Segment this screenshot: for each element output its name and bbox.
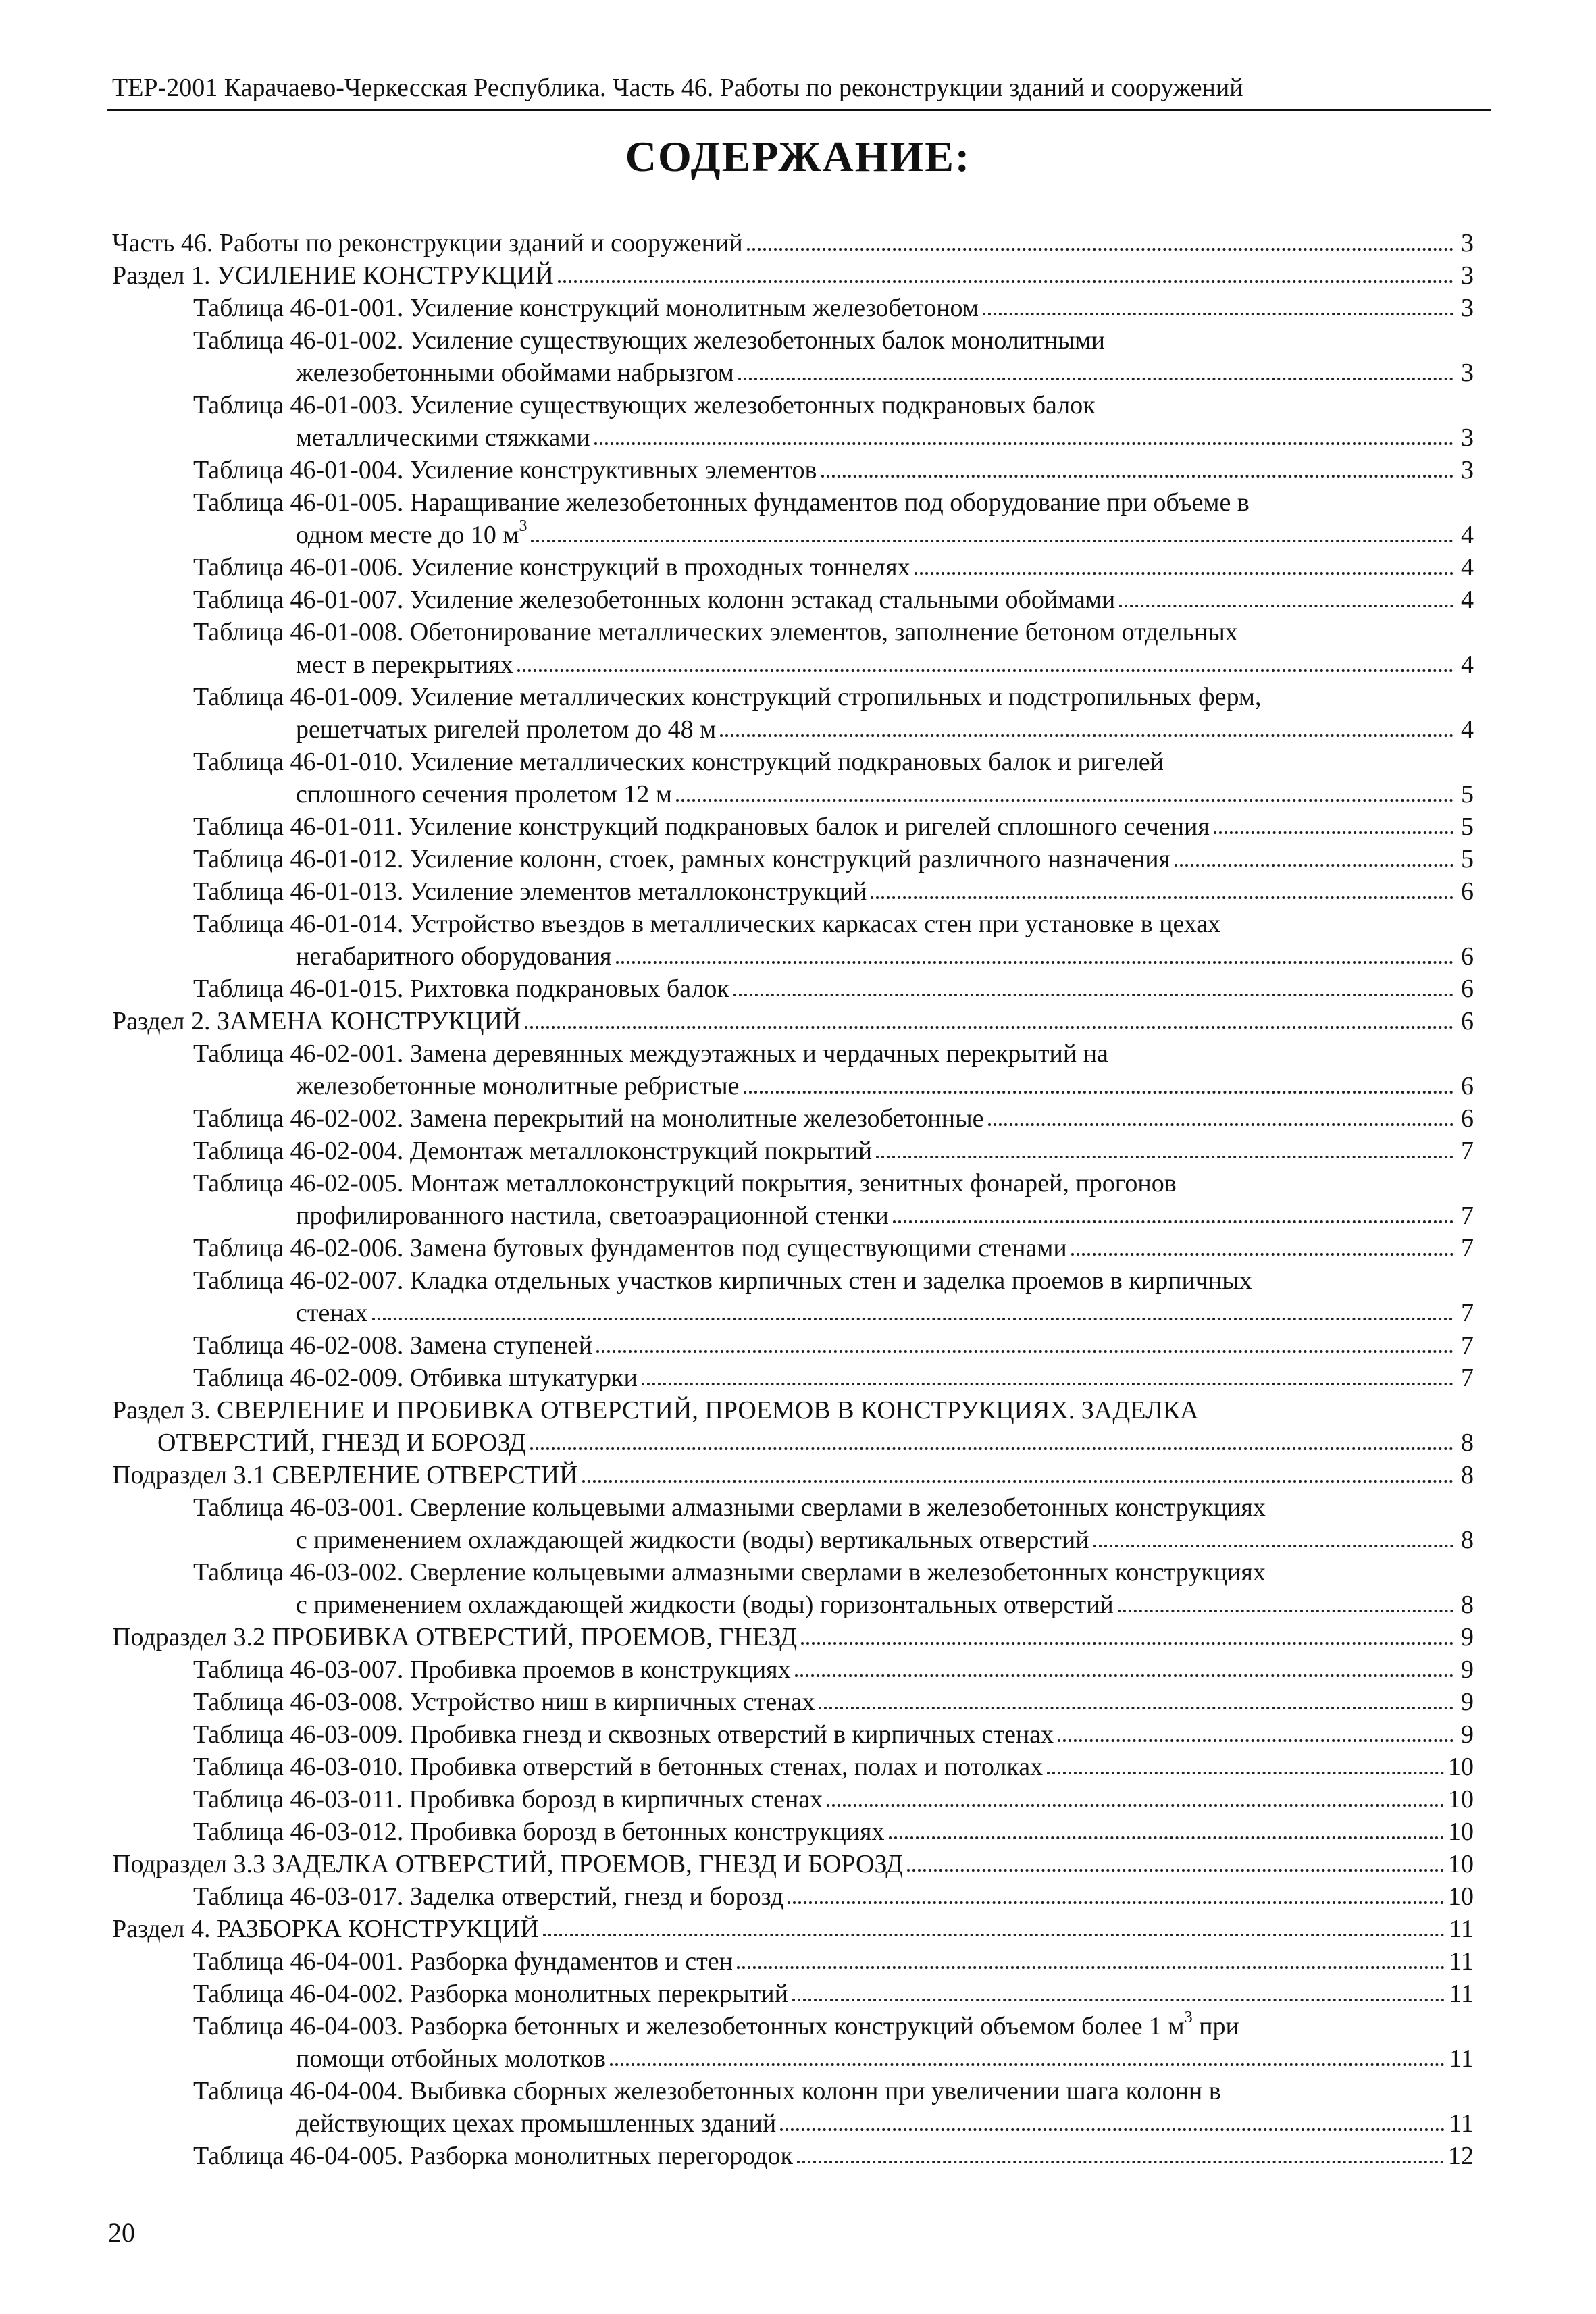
toc-entry bbox=[0, 1524, 1596, 1556]
toc-entry bbox=[0, 681, 1596, 713]
toc-entry bbox=[0, 713, 1596, 746]
dot-leader bbox=[1118, 1610, 1453, 1612]
toc-entry bbox=[0, 1362, 1596, 1394]
toc-entry bbox=[0, 389, 1596, 421]
toc-leader bbox=[592, 1329, 1474, 1362]
toc-page-number: 4 bbox=[1461, 553, 1474, 582]
toc-page-number: 3 bbox=[1461, 456, 1474, 484]
toc-entry bbox=[0, 1686, 1596, 1718]
toc-page-number: 12 bbox=[1448, 2142, 1474, 2170]
toc-page-number: 6 bbox=[1461, 975, 1474, 1003]
dot-leader bbox=[819, 1707, 1453, 1709]
toc-entry bbox=[0, 908, 1596, 940]
toc-leader bbox=[872, 1135, 1474, 1167]
dot-leader bbox=[871, 896, 1453, 899]
toc-leader bbox=[885, 1816, 1474, 1848]
dot-leader bbox=[797, 2161, 1444, 2163]
dot-leader bbox=[642, 1383, 1453, 1385]
running-header: ТЕР-2001 Карачаево-Черкесская Республика. Часть 46. Работы по реконструкции зданий и сооружений bbox=[112, 74, 1243, 102]
dot-leader bbox=[915, 572, 1453, 575]
toc-entry-text: Таблица 46-03-008. Устройство ниш в кирпичных стенах bbox=[193, 1688, 815, 1716]
toc-leader bbox=[1067, 1232, 1474, 1264]
toc-page-number: 9 bbox=[1461, 1688, 1474, 1716]
toc-page-number: 11 bbox=[1449, 1947, 1474, 1976]
toc-leader bbox=[1089, 1524, 1474, 1556]
toc-leader bbox=[729, 973, 1474, 1005]
dot-leader bbox=[543, 1934, 1445, 1936]
toc-page-number: 8 bbox=[1461, 1526, 1474, 1554]
toc-entry-text: с применением охлаждающей жидкости (воды) горизонтальных отверстий bbox=[296, 1591, 1114, 1619]
toc-leader bbox=[743, 227, 1474, 259]
toc-page-number: 6 bbox=[1461, 1007, 1474, 1035]
dot-leader bbox=[594, 442, 1453, 445]
toc-entry-text: Таблица 46-01-007. Усиление железобетонных колонн эстакад стальными обоймами bbox=[193, 586, 1116, 614]
toc-entry bbox=[0, 292, 1596, 324]
dot-leader bbox=[744, 1091, 1453, 1094]
toc-entry-text: Таблица 46-01-003. Усиление существующих железобетонных подкрановых балок bbox=[193, 391, 1096, 419]
toc-leader bbox=[889, 1200, 1474, 1232]
dot-leader bbox=[610, 2063, 1445, 2066]
toc-entry bbox=[0, 486, 1596, 519]
dot-leader bbox=[1119, 605, 1453, 607]
toc-leader bbox=[1054, 1718, 1474, 1751]
toc-page-number: 10 bbox=[1448, 1785, 1474, 1814]
toc-page-number: 5 bbox=[1461, 780, 1474, 808]
toc-entry bbox=[0, 1945, 1596, 1978]
toc-leader bbox=[1114, 1589, 1474, 1621]
dot-leader bbox=[1071, 1253, 1453, 1256]
toc-entry-text: Таблица 46-03-010. Пробивка отверстий в бетонных стенах, полах и потолках bbox=[193, 1753, 1044, 1781]
toc-page-number: 11 bbox=[1449, 2109, 1474, 2138]
toc-page-number: 10 bbox=[1448, 1818, 1474, 1846]
dot-leader bbox=[792, 1999, 1445, 2001]
toc-entry-text: Таблица 46-04-004. Выбивка сборных железобетонных колонн при увеличении шага колонн в bbox=[193, 2077, 1221, 2105]
toc-entry bbox=[0, 2075, 1596, 2107]
toc-page-number: 3 bbox=[1461, 423, 1474, 452]
toc-entry-text: Таблица 46-02-007. Кладка отдельных участков кирпичных стен и заделка проемов в кирпичных bbox=[193, 1266, 1252, 1295]
toc-entry-text: одном месте до 10 $м^3$ bbox=[296, 517, 527, 549]
toc-entry bbox=[0, 1751, 1596, 1783]
toc-page-number: 8 bbox=[1461, 1461, 1474, 1489]
toc-entry bbox=[0, 2042, 1596, 2075]
page-title: СОДЕРЖАНИЕ: bbox=[625, 132, 971, 180]
toc-leader bbox=[979, 292, 1474, 324]
dot-leader bbox=[780, 2128, 1445, 2131]
toc-entry-text: Раздел 4. РАЗБОРКА КОНСТРУКЦИЙ bbox=[112, 1915, 539, 1943]
dot-leader bbox=[1058, 1739, 1453, 1742]
toc-entry-text: Таблица 46-03-011. Пробивка борозд в кирпичных стенах bbox=[193, 1785, 823, 1814]
toc-entry bbox=[0, 1264, 1596, 1297]
toc-entry-text: Таблица 46-01-011. Усиление конструкций подкрановых балок и ригелей сплошного сечения bbox=[193, 813, 1210, 841]
toc-entry bbox=[0, 1880, 1596, 1913]
toc-leader bbox=[1043, 1751, 1474, 1783]
toc-leader bbox=[526, 1426, 1474, 1459]
toc-entry-text: стенах bbox=[296, 1299, 368, 1327]
toc-entry bbox=[0, 1589, 1596, 1621]
toc-entry bbox=[0, 2140, 1596, 2172]
toc-page-number: 4 bbox=[1461, 586, 1474, 614]
toc-entry bbox=[0, 1135, 1596, 1167]
toc-entry bbox=[0, 1200, 1596, 1232]
toc-page-number: 10 bbox=[1448, 1850, 1474, 1878]
toc-entry bbox=[0, 1491, 1596, 1524]
toc-leader bbox=[815, 1686, 1474, 1718]
toc-page-number: 7 bbox=[1461, 1331, 1474, 1360]
dot-leader bbox=[876, 1156, 1453, 1158]
toc-entry bbox=[0, 259, 1596, 292]
toc-leader bbox=[606, 2042, 1474, 2075]
toc-leader bbox=[733, 1945, 1474, 1978]
toc-entry-text: Таблица 46-04-001. Разборка фундаментов и стен bbox=[193, 1947, 733, 1976]
toc-entry-text: с применением охлаждающей жидкости (воды) вертикальных отверстий bbox=[296, 1526, 1089, 1554]
toc-leader bbox=[1210, 811, 1474, 843]
dot-leader bbox=[733, 994, 1453, 996]
toc-entry-text: профилированного настила, светоаэрационной стенки bbox=[296, 1202, 889, 1230]
toc-page-number: 7 bbox=[1461, 1202, 1474, 1230]
toc-entry-text: мест в перекрытиях bbox=[296, 650, 513, 679]
dot-leader bbox=[738, 378, 1453, 380]
toc-page-number: 4 bbox=[1461, 521, 1474, 549]
toc-entry-text: негабаритного оборудования bbox=[296, 942, 612, 971]
toc-leader bbox=[910, 551, 1474, 584]
toc-entry bbox=[0, 2107, 1596, 2140]
toc-entry-text: сплошного сечения пролетом 12 м bbox=[296, 780, 672, 808]
toc-entry bbox=[0, 1978, 1596, 2010]
toc-entry bbox=[0, 746, 1596, 778]
toc-page-number: 4 bbox=[1461, 715, 1474, 744]
toc-leader bbox=[1170, 843, 1474, 875]
toc-entry bbox=[0, 1426, 1596, 1459]
toc-entry bbox=[0, 1329, 1596, 1362]
superscript: 3 bbox=[1184, 2009, 1193, 2027]
toc-leader bbox=[527, 519, 1474, 551]
toc-entry-text: Таблица 46-04-005. Разборка монолитных перегородок bbox=[193, 2142, 793, 2170]
page-number: 20 bbox=[108, 2217, 135, 2248]
toc-leader bbox=[368, 1297, 1474, 1329]
toc-entry-text: Таблица 46-01-004. Усиление конструктивных элементов bbox=[193, 456, 817, 484]
dot-leader bbox=[737, 1966, 1445, 1969]
toc-entry bbox=[0, 551, 1596, 584]
toc-entry-text: Таблица 46-01-005. Наращивание железобетонных фундаментов под оборудование при объеме в bbox=[193, 488, 1250, 517]
toc-leader bbox=[823, 1783, 1474, 1816]
dot-leader bbox=[720, 734, 1453, 737]
toc-entry-text: железобетонные монолитные ребристые bbox=[296, 1072, 740, 1100]
dot-leader bbox=[747, 248, 1453, 251]
toc-leader bbox=[554, 259, 1474, 292]
dot-leader bbox=[1214, 831, 1453, 834]
toc-entry bbox=[0, 1816, 1596, 1848]
toc-entry-text: Таблица 46-03-001. Сверление кольцевыми алмазными сверлами в железобетонных конструкциях bbox=[193, 1493, 1266, 1522]
toc-entry bbox=[0, 1070, 1596, 1102]
toc-page-number: 7 bbox=[1461, 1234, 1474, 1262]
toc-page-number: 3 bbox=[1461, 261, 1474, 290]
toc-page-number: 9 bbox=[1461, 1623, 1474, 1651]
toc-entry bbox=[0, 1037, 1596, 1070]
toc-leader bbox=[783, 1880, 1474, 1913]
dot-leader bbox=[893, 1220, 1453, 1223]
toc-entry bbox=[0, 454, 1596, 486]
toc-entry-text: Таблица 46-03-007. Пробивка проемов в конструкциях bbox=[193, 1655, 791, 1684]
toc-leader bbox=[740, 1070, 1474, 1102]
dot-leader bbox=[582, 1480, 1453, 1483]
toc-entry-text: Таблица 46-02-006. Замена бутовых фундаментов под существующими стенами bbox=[193, 1234, 1067, 1262]
toc-entry bbox=[0, 940, 1596, 973]
toc-entry-text: Раздел 1. УСИЛЕНИЕ КОНСТРУКЦИЙ bbox=[112, 261, 554, 290]
toc-page-number: 10 bbox=[1448, 1882, 1474, 1911]
toc-entry-text: Подраздел 3.1 СВЕРЛЕНИЕ ОТВЕРСТИЙ bbox=[112, 1461, 578, 1489]
dot-leader bbox=[889, 1836, 1444, 1839]
toc-leader bbox=[672, 778, 1474, 811]
dot-leader bbox=[907, 1869, 1444, 1872]
toc-entry bbox=[0, 357, 1596, 389]
toc-page-number: 11 bbox=[1449, 1915, 1474, 1943]
toc-entry-text: Таблица 46-01-015. Рихтовка подкрановых балок bbox=[193, 975, 729, 1003]
toc-entry-text: Таблица 46-02-001. Замена деревянных междуэтажных и чердачных перекрытий на bbox=[193, 1039, 1108, 1068]
toc-entry bbox=[0, 1913, 1596, 1945]
dot-leader bbox=[801, 1642, 1453, 1645]
toc-entry-text: Таблица 46-02-009. Отбивка штукатурки bbox=[193, 1364, 638, 1392]
toc-entry-text: Таблица 46-03-017. Заделка отверстий, гнезд и борозд bbox=[193, 1882, 784, 1911]
dot-leader bbox=[596, 1350, 1453, 1353]
toc-entry bbox=[0, 1394, 1596, 1426]
toc-entry bbox=[0, 1848, 1596, 1880]
toc-entry bbox=[0, 1232, 1596, 1264]
toc-page-number: 10 bbox=[1448, 1753, 1474, 1781]
toc-entry-text-tail: при bbox=[1192, 2012, 1239, 2040]
toc-page-number: 6 bbox=[1461, 1104, 1474, 1133]
toc-page-number: 6 bbox=[1461, 1072, 1474, 1100]
toc-page-number: 7 bbox=[1461, 1137, 1474, 1165]
toc-page-number: 9 bbox=[1461, 1720, 1474, 1749]
toc-entry-text: Таблица 46-03-002. Сверление кольцевыми алмазными сверлами в железобетонных конструкциях bbox=[193, 1558, 1266, 1587]
dot-leader bbox=[821, 475, 1453, 478]
toc-entry bbox=[0, 2010, 1596, 2042]
toc-entry bbox=[0, 778, 1596, 811]
toc-page-number: 11 bbox=[1449, 2045, 1474, 2073]
toc-page-number: 5 bbox=[1461, 813, 1474, 841]
dot-leader bbox=[525, 1026, 1453, 1029]
toc-entry bbox=[0, 1621, 1596, 1653]
toc-entry bbox=[0, 1102, 1596, 1135]
toc-entry bbox=[0, 1556, 1596, 1589]
toc-entry-text: Таблица 46-01-009. Усиление металлических конструкций стропильных и подстропильных ферм, bbox=[193, 683, 1262, 711]
toc-entry-text: Таблица 46-02-002. Замена перекрытий на монолитные железобетонные bbox=[193, 1104, 984, 1133]
toc-entry bbox=[0, 811, 1596, 843]
toc-page-number: 8 bbox=[1461, 1591, 1474, 1619]
toc-entry-text: Таблица 46-01-001. Усиление конструкций монолитным железобетоном bbox=[193, 294, 979, 322]
toc-leader bbox=[984, 1102, 1474, 1135]
toc-entry-text: Таблица 46-01-002. Усиление существующих железобетонных балок монолитными bbox=[193, 326, 1105, 355]
toc-leader bbox=[797, 1621, 1474, 1653]
toc-entry bbox=[0, 1297, 1596, 1329]
toc-leader bbox=[521, 1005, 1474, 1037]
toc-leader bbox=[539, 1913, 1474, 1945]
toc-page-number: 6 bbox=[1461, 877, 1474, 906]
toc-leader bbox=[776, 2107, 1474, 2140]
dot-leader bbox=[558, 280, 1453, 283]
toc-page-number: 3 bbox=[1461, 229, 1474, 257]
toc-entry bbox=[0, 421, 1596, 454]
toc-page-number: 7 bbox=[1461, 1299, 1474, 1327]
toc-page-number: 11 bbox=[1449, 1980, 1474, 2008]
dot-leader bbox=[517, 669, 1453, 672]
toc-page-number: 3 bbox=[1461, 359, 1474, 387]
toc-entry-text: Таблица 46-01-013. Усиление элементов металлоконструкций bbox=[193, 877, 867, 906]
dot-leader bbox=[531, 540, 1453, 542]
toc-leader bbox=[612, 940, 1474, 973]
toc-entry bbox=[0, 1167, 1596, 1200]
table-of-contents bbox=[0, 227, 1596, 2172]
dot-leader bbox=[1175, 864, 1453, 867]
toc-entry-text: металлическими стяжками bbox=[296, 423, 590, 452]
toc-entry bbox=[0, 648, 1596, 681]
toc-entry-text: ОТВЕРСТИЙ, ГНЕЗД И БОРОЗД bbox=[157, 1429, 527, 1457]
toc-entry-text: Подраздел 3.3 ЗАДЕЛКА ОТВЕРСТИЙ, ПРОЕМОВ, ГНЕЗД И БОРОЗД bbox=[112, 1850, 904, 1878]
toc-leader bbox=[716, 713, 1474, 746]
toc-leader bbox=[793, 2140, 1474, 2172]
toc-page-number: 8 bbox=[1461, 1429, 1474, 1457]
toc-leader bbox=[734, 357, 1474, 389]
toc-leader bbox=[867, 875, 1474, 908]
header-rule bbox=[107, 109, 1491, 111]
toc-entry-text: железобетонными обоймами набрызгом bbox=[296, 359, 734, 387]
toc-entry bbox=[0, 324, 1596, 357]
dot-leader bbox=[530, 1447, 1453, 1450]
toc-entry bbox=[0, 1005, 1596, 1037]
toc-page-number: 5 bbox=[1461, 845, 1474, 873]
toc-entry-text: Таблица 46-04-002. Разборка монолитных перекрытий bbox=[193, 1980, 788, 2008]
toc-entry-text: Таблица 46-03-012. Пробивка борозд в бетонных конструкциях bbox=[193, 1818, 885, 1846]
toc-entry-text: Таблица 46-01-008. Обетонирование металлических элементов, заполнение бетоном отдельных bbox=[193, 618, 1238, 646]
dot-leader bbox=[616, 961, 1453, 964]
toc-entry-text: помощи отбойных молотков bbox=[296, 2045, 606, 2073]
toc-entry-text: Таблица 46-01-014. Устройство въездов в металлических каркасах стен при установке в цехах bbox=[193, 910, 1221, 938]
toc-leader bbox=[788, 1978, 1474, 2010]
toc-entry-text: Часть 46. Работы по реконструкции зданий и сооружений bbox=[112, 229, 743, 257]
toc-page-number: 3 bbox=[1461, 294, 1474, 322]
toc-page-number: 6 bbox=[1461, 942, 1474, 971]
toc-entry-text: Раздел 3. СВЕРЛЕНИЕ И ПРОБИВКА ОТВЕРСТИЙ, ПРОЕМОВ В КОНСТРУКЦИЯХ. ЗАДЕЛКА bbox=[112, 1396, 1199, 1424]
toc-leader bbox=[513, 648, 1474, 681]
toc-entry bbox=[0, 519, 1596, 551]
toc-entry bbox=[0, 1459, 1596, 1491]
toc-entry-text: Раздел 2. ЗАМЕНА КОНСТРУКЦИЙ bbox=[112, 1007, 521, 1035]
dot-leader bbox=[795, 1674, 1453, 1677]
toc-leader bbox=[791, 1653, 1474, 1686]
toc-entry bbox=[0, 616, 1596, 648]
toc-entry-text: Таблица 46-01-012. Усиление колонн, стоек, рамных конструкций различного назначения bbox=[193, 845, 1171, 873]
toc-entry-text: решетчатых ригелей пролетом до 48 м bbox=[296, 715, 717, 744]
dot-leader bbox=[1093, 1545, 1453, 1547]
toc-leader bbox=[638, 1362, 1474, 1394]
toc-entry bbox=[0, 1783, 1596, 1816]
dot-leader bbox=[788, 1901, 1444, 1904]
toc-entry-text: Таблица 46-03-009. Пробивка гнезд и сквозных отверстий в кирпичных стенах bbox=[193, 1720, 1054, 1749]
dot-leader bbox=[1047, 1772, 1444, 1774]
toc-leader bbox=[1115, 584, 1474, 616]
toc-entry-text: Таблица 46-01-006. Усиление конструкций в проходных тоннелях bbox=[193, 553, 910, 582]
toc-entry bbox=[0, 973, 1596, 1005]
toc-entry-text: Таблица 46-04-003. Разборка бетонных и железобетонных конструкций объемом более 1 $м^3$ при bbox=[193, 2009, 1239, 2040]
toc-entry bbox=[0, 875, 1596, 908]
toc-leader bbox=[578, 1459, 1474, 1491]
dot-leader bbox=[988, 1123, 1453, 1126]
dot-leader bbox=[827, 1804, 1444, 1807]
toc-entry bbox=[0, 584, 1596, 616]
toc-page-number: 7 bbox=[1461, 1364, 1474, 1392]
toc-entry-text: Таблица 46-02-008. Замена ступеней bbox=[193, 1331, 593, 1360]
toc-entry-text: Таблица 46-01-010. Усиление металлических конструкций подкрановых балок и ригелей bbox=[193, 748, 1164, 776]
toc-leader bbox=[590, 421, 1474, 454]
toc-entry bbox=[0, 843, 1596, 875]
toc-leader bbox=[903, 1848, 1474, 1880]
toc-entry bbox=[0, 1653, 1596, 1686]
toc-entry-text: Таблица 46-02-004. Демонтаж металлоконструкций покрытий bbox=[193, 1137, 873, 1165]
toc-entry bbox=[0, 1718, 1596, 1751]
toc-entry bbox=[0, 227, 1596, 259]
superscript: 3 bbox=[519, 517, 527, 536]
dot-leader bbox=[983, 313, 1453, 315]
toc-entry-text: Таблица 46-02-005. Монтаж металлоконструкций покрытия, зенитных фонарей, прогонов bbox=[193, 1169, 1177, 1198]
toc-entry-text: действующих цехах промышленных зданий bbox=[296, 2109, 777, 2138]
toc-page-number: 4 bbox=[1461, 650, 1474, 679]
toc-entry-text: Подраздел 3.2 ПРОБИВКА ОТВЕРСТИЙ, ПРОЕМОВ, ГНЕЗД bbox=[112, 1623, 798, 1651]
toc-leader bbox=[817, 454, 1474, 486]
toc-page-number: 9 bbox=[1461, 1655, 1474, 1684]
dot-leader bbox=[676, 799, 1453, 802]
dot-leader bbox=[372, 1318, 1453, 1320]
